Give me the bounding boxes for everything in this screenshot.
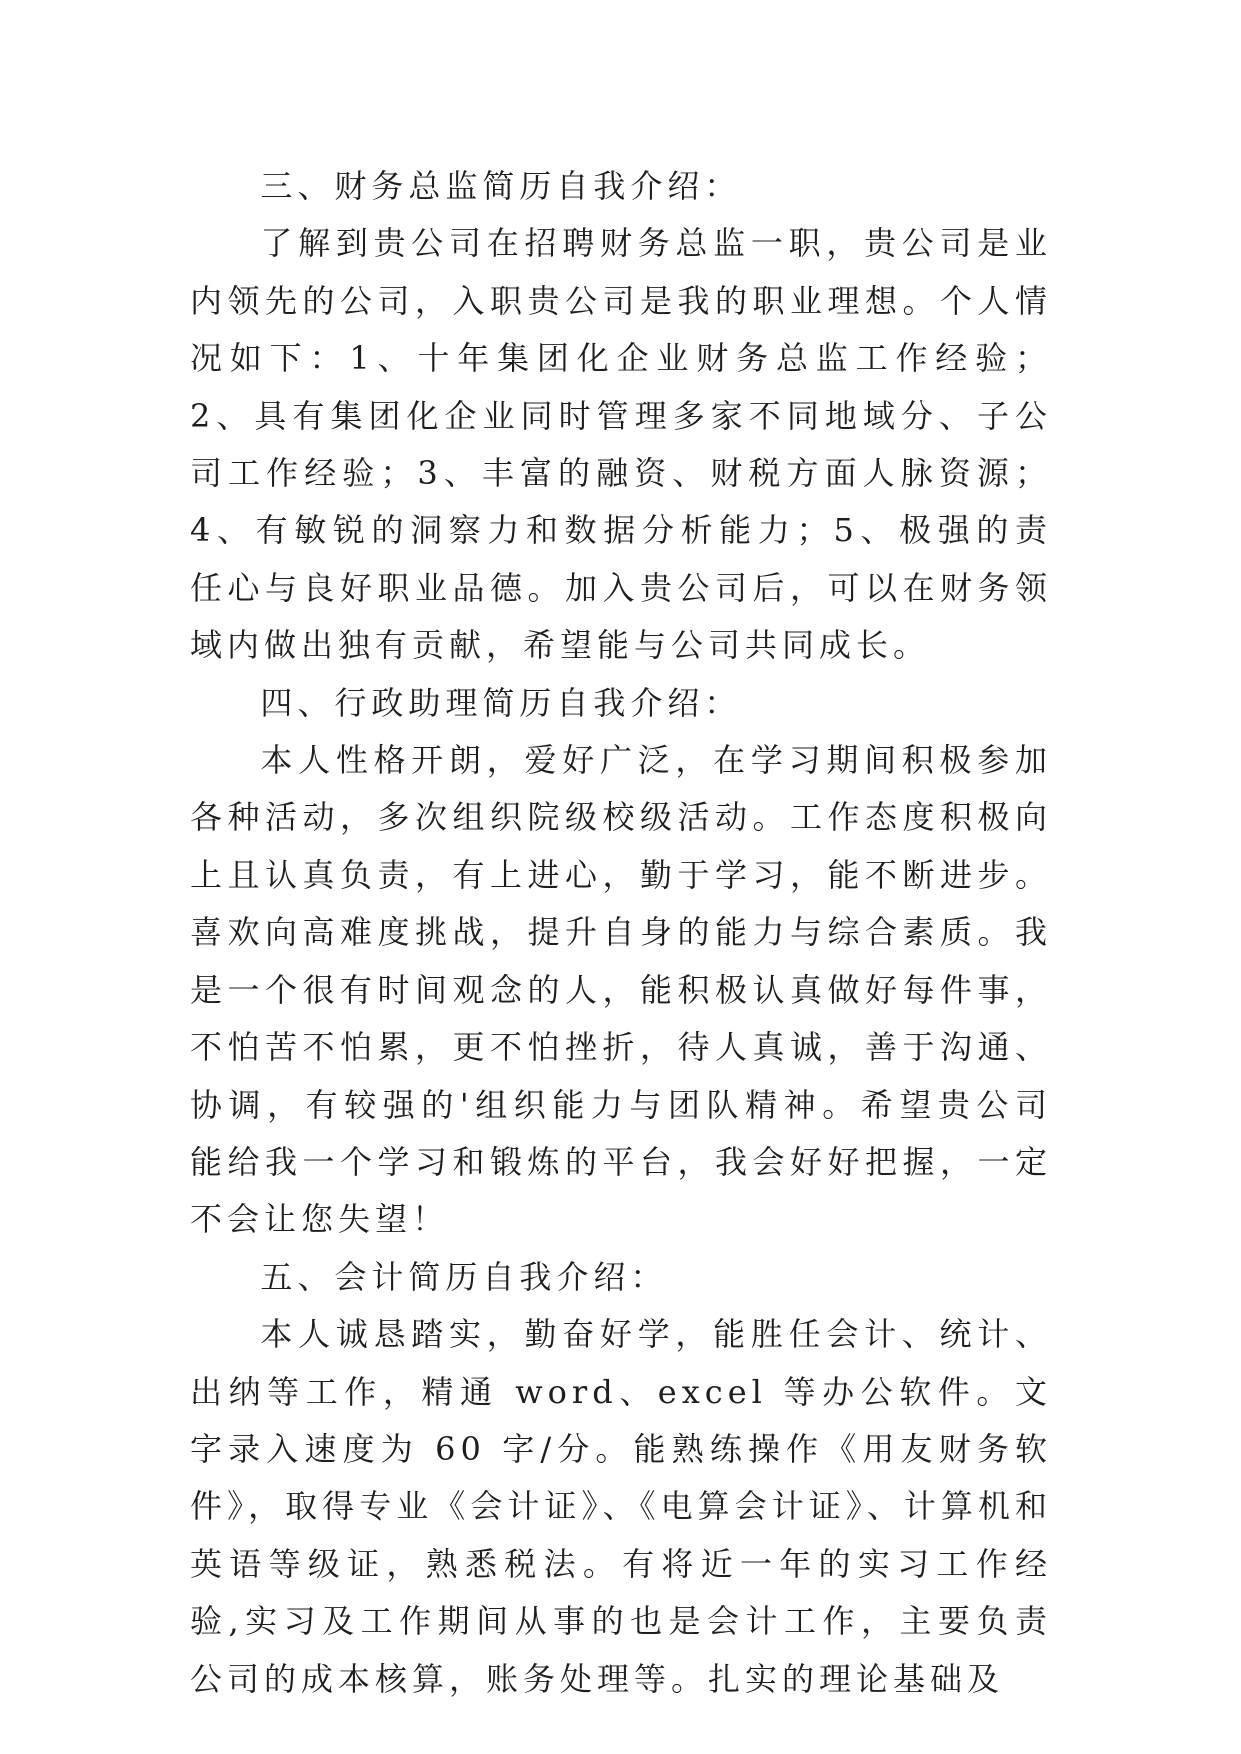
section-paragraph-accountant: 本人诚恳踏实，勤奋好学，能胜任会计、统计、出纳等工作，精通 word、excel 等办公软件。文字录入速度为 60 字/分。能熟练操作《用友财务软件》，取得专业《会计证》、《电算会计证》、计算机和英语等级证，熟悉税法。有将近一年的实习工作经验,实习及工作期间从事的也是会计工作，主要负责公司的成本核算，账务处理等。扎实的理论基础及 — [190, 1315, 1052, 1698]
section-heading-cfo: 三、财务总监简历自我介绍： — [260, 167, 742, 205]
section-paragraph-admin-assistant: 本人性格开朗，爱好广泛，在学习期间积极参加各种活动，多次组织院级校级活动。工作态度积极向上且认真负责，有上进心，勤于学习，能不断进步。喜欢向高难度挑战，提升自身的能力与综合素质。我是一个很有时间观念的人，能积极认真做好每件事，不怕苦不怕累，更不怕挫折，待人真诚，善于沟通、协调，有较强的'组织能力与团队精神。希望贵公司能给我一个学习和锻炼的平台，我会好好把握，一定不会让您失望！ — [190, 741, 1052, 1239]
section-heading-accountant: 五、会计简历自我介绍： — [260, 1257, 668, 1296]
section-heading-admin-assistant: 四、行政助理简历自我介绍： — [260, 683, 742, 722]
document-body — [190, 158, 1052, 1708]
section-paragraph-cfo: 了解到贵公司在招聘财务总监一职，贵公司是业内领先的公司，入职贵公司是我的职业理想。个人情况如下：1、十年集团化企业财务总监工作经验；2、具有集团化企业同时管理多家不同地域分、子公司工作经验；3、丰富的融资、财税方面人脉资源；4、有敏锐的洞察力和数据分析能力；5、极强的责任心与良好职业品德。加入贵公司后，可以在财务领域内做出独有贡献，希望能与公司共同成长。 — [190, 224, 1052, 665]
